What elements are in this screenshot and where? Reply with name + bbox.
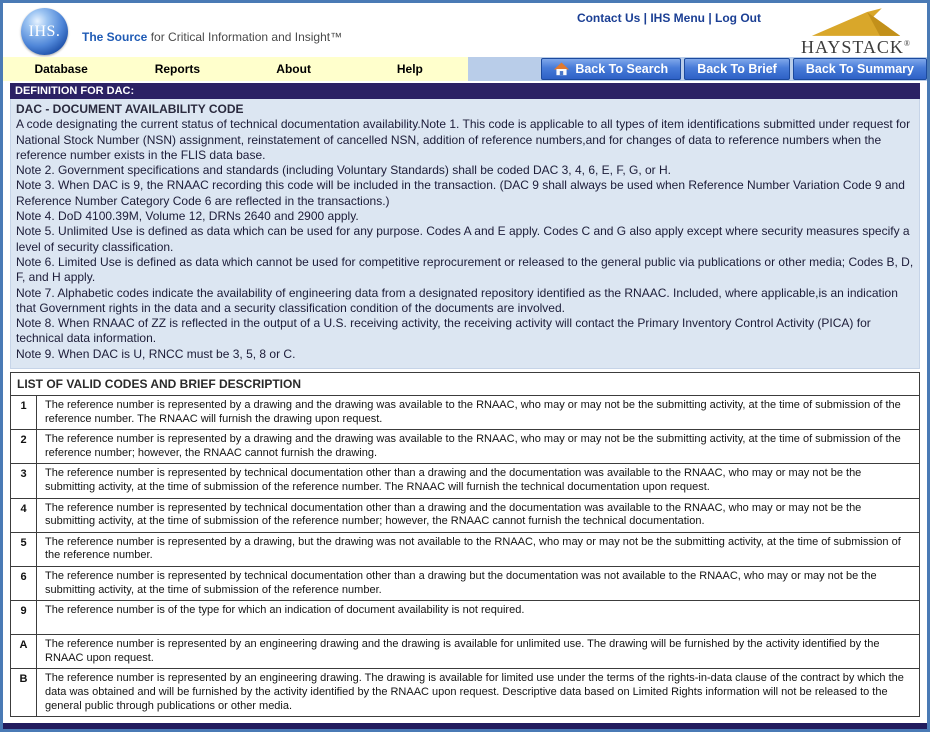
code-cell: A — [11, 635, 37, 669]
bottom-bar — [3, 723, 927, 729]
description-cell: The reference number is of the type for which an indication of document availability is not required. — [37, 601, 920, 635]
nav-item-database[interactable]: Database — [34, 62, 88, 76]
definition-paragraph: Note 9. When DAC is U, RNCC must be 3, 5, 8 or C. — [16, 346, 296, 361]
codes-table-header: LIST OF VALID CODES AND BRIEF DESCRIPTION — [11, 373, 920, 396]
definition-title-bar: DEFINITION FOR DAC: — [10, 83, 920, 99]
code-cell: 2 — [11, 430, 37, 464]
tagline — [82, 30, 342, 44]
ihs-logo-text: IHS. — [28, 22, 61, 40]
description-cell: The reference number is represented by a drawing, but the drawing was not available to the RNAAC, who may or may not be the submitting activity, at the time of submission of the reference number. — [37, 532, 920, 566]
header-right — [577, 6, 919, 57]
code-cell: B — [11, 669, 37, 717]
nav-buttons — [468, 57, 927, 81]
code-cell: 5 — [11, 532, 37, 566]
header-link-log-out[interactable]: Log Out — [715, 11, 761, 25]
link-separator: | — [704, 11, 716, 25]
header-link-ihs-menu[interactable]: IHS Menu — [650, 11, 705, 25]
description-cell: The reference number is represented by a drawing and the drawing was available to the RNAAC, who may or may not be the submitting activity, at the time of submission of the reference number. The RNAAC will furnish the drawing upon request. — [37, 396, 920, 430]
button-label: Back To Brief — [697, 62, 777, 76]
definition-paragraph: Note 5. Unlimited Use is defined as data which can be used for any purpose. Codes A and E apply. Codes C and G also apply except where security measures specify a level of security classification. — [16, 224, 910, 254]
definition-paragraph: Note 7. Alphabetic codes indicate the availability of engineering data from a designated repository identified as the RNAAC. Included, where applicable,is an indication that Government rights in the data and a security classification condition of the documents are involved. — [16, 285, 898, 315]
code-cell: 6 — [11, 566, 37, 600]
definition-heading: DAC - DOCUMENT AVAILABILITY CODE — [16, 102, 244, 116]
code-cell: 3 — [11, 464, 37, 498]
top-links — [577, 11, 761, 25]
code-row-3 — [11, 464, 920, 498]
button-label: Back To Search — [575, 62, 669, 76]
definition-paragraph: Note 4. DoD 4100.39M, Volume 12, DRNs 2640 and 2900 apply. — [16, 209, 359, 224]
nav-item-reports[interactable]: Reports — [154, 62, 201, 76]
description-cell: The reference number is represented by a drawing and the drawing was available to the RNAAC, who may or may not be the submitting activity, at the time of submission of the reference number; however, the RNAAC cannot furnish the drawing. — [37, 430, 920, 464]
code-row-1 — [11, 396, 920, 430]
code-row-9 — [11, 601, 920, 635]
codes-table — [10, 372, 920, 717]
tagline-rest: for Critical Information and Insight™ — [147, 30, 343, 44]
code-row-4 — [11, 498, 920, 532]
home-icon — [554, 62, 569, 76]
description-cell: The reference number is represented by technical documentation other than a drawing and the documentation was available to the RNAAC, who may or may not be the submitting activity, at the time of submission of the reference number. The RNAAC will furnish the technical documentation upon request. — [37, 464, 920, 498]
header-link-contact-us[interactable]: Contact Us — [576, 11, 641, 25]
nav-item-help[interactable]: Help — [396, 62, 423, 76]
definition-paragraph: Note 2. Government specifications and standards (including Voluntary Standards) shall be coded DAC 3, 4, 6, E, F, G, or H. — [16, 163, 672, 178]
brand-text — [801, 38, 911, 56]
description-cell: The reference number is represented by an engineering drawing and the drawing is available for unlimited use. The drawing will be furnished by the activity identified by the RNAAC upon request. — [37, 635, 920, 669]
definition-paragraph: Note 3. When DAC is 9, the RNAAC recording this code will be included in the transaction. (DAC 9 shall always be used when Reference Number Variation Code 9 and Reference Number Category Code 6 are reflected in the transactions.) — [16, 178, 905, 208]
definition-paragraph: Note 8. When RNAAC of ZZ is reflected in the output of a U.S. receiving activity, the receiving activity will contact the Primary Inventory Control Activity (PICA) for technical data information. — [16, 316, 871, 346]
button-back-to-summary[interactable] — [793, 58, 927, 80]
button-back-to-search[interactable] — [541, 58, 681, 80]
definition-notes — [16, 117, 914, 362]
ihs-logo[interactable] — [21, 8, 68, 55]
brand-name: HAYSTACK — [801, 37, 904, 57]
navbar — [3, 57, 927, 81]
nav-menu — [3, 57, 468, 81]
definition-paragraph: Note 6. Limited Use is defined as data which cannot be used for competitive reprocurement or released to the general public via publications or other media; Codes B, D, F, and H apply. — [16, 254, 914, 285]
brand-registered-mark: ® — [903, 39, 911, 48]
code-cell: 9 — [11, 601, 37, 635]
header — [3, 3, 927, 57]
logo-group — [11, 6, 342, 57]
code-row-5 — [11, 532, 920, 566]
button-label: Back To Summary — [805, 62, 914, 76]
code-cell: 1 — [11, 396, 37, 430]
code-row-B — [11, 669, 920, 717]
nav-item-about[interactable]: About — [276, 62, 311, 76]
codes-table-header-row — [11, 373, 920, 396]
code-row-6 — [11, 566, 920, 600]
description-cell: The reference number is represented by technical documentation other than a drawing but the documentation was not available to the RNAAC, who may or may not be the submitting activity, at the time of submission of the reference number. — [37, 566, 920, 600]
definition-panel — [10, 99, 920, 369]
link-separator: | — [640, 11, 651, 25]
button-back-to-brief[interactable] — [684, 58, 790, 80]
haystack-logo — [801, 6, 911, 56]
description-cell: The reference number is represented by an engineering drawing. The drawing is available for limited use under the terms of the rights-in-data clause of the contract by which the data was obtained and will be furnished by the activity identified by the RNAAC upon request. Descriptive data based on Limited Rights information will not be released to the general public through publications or other media. — [37, 669, 920, 717]
code-row-2 — [11, 430, 920, 464]
definition-paragraph: A code designating the current status of technical documentation availability.Note 1. This code is applicable to all types of item identifications submitted under request for National Stock Number (NSN) assignment, reinstatement of cancelled NSN, addition of reference numbers,and for changes of data to reference numbers when the reference number exists in the FLIS data base. — [16, 117, 911, 162]
tagline-bold: The Source — [82, 30, 148, 44]
haystack-icon — [810, 8, 902, 38]
code-cell: 4 — [11, 498, 37, 532]
description-cell: The reference number is represented by technical documentation other than a drawing and the documentation was available to the RNAAC, who may or may not be the submitting activity, at the time of submission of the reference number; however, the RNAAC cannot furnish the technical documentation. — [37, 498, 920, 532]
code-row-A — [11, 635, 920, 669]
